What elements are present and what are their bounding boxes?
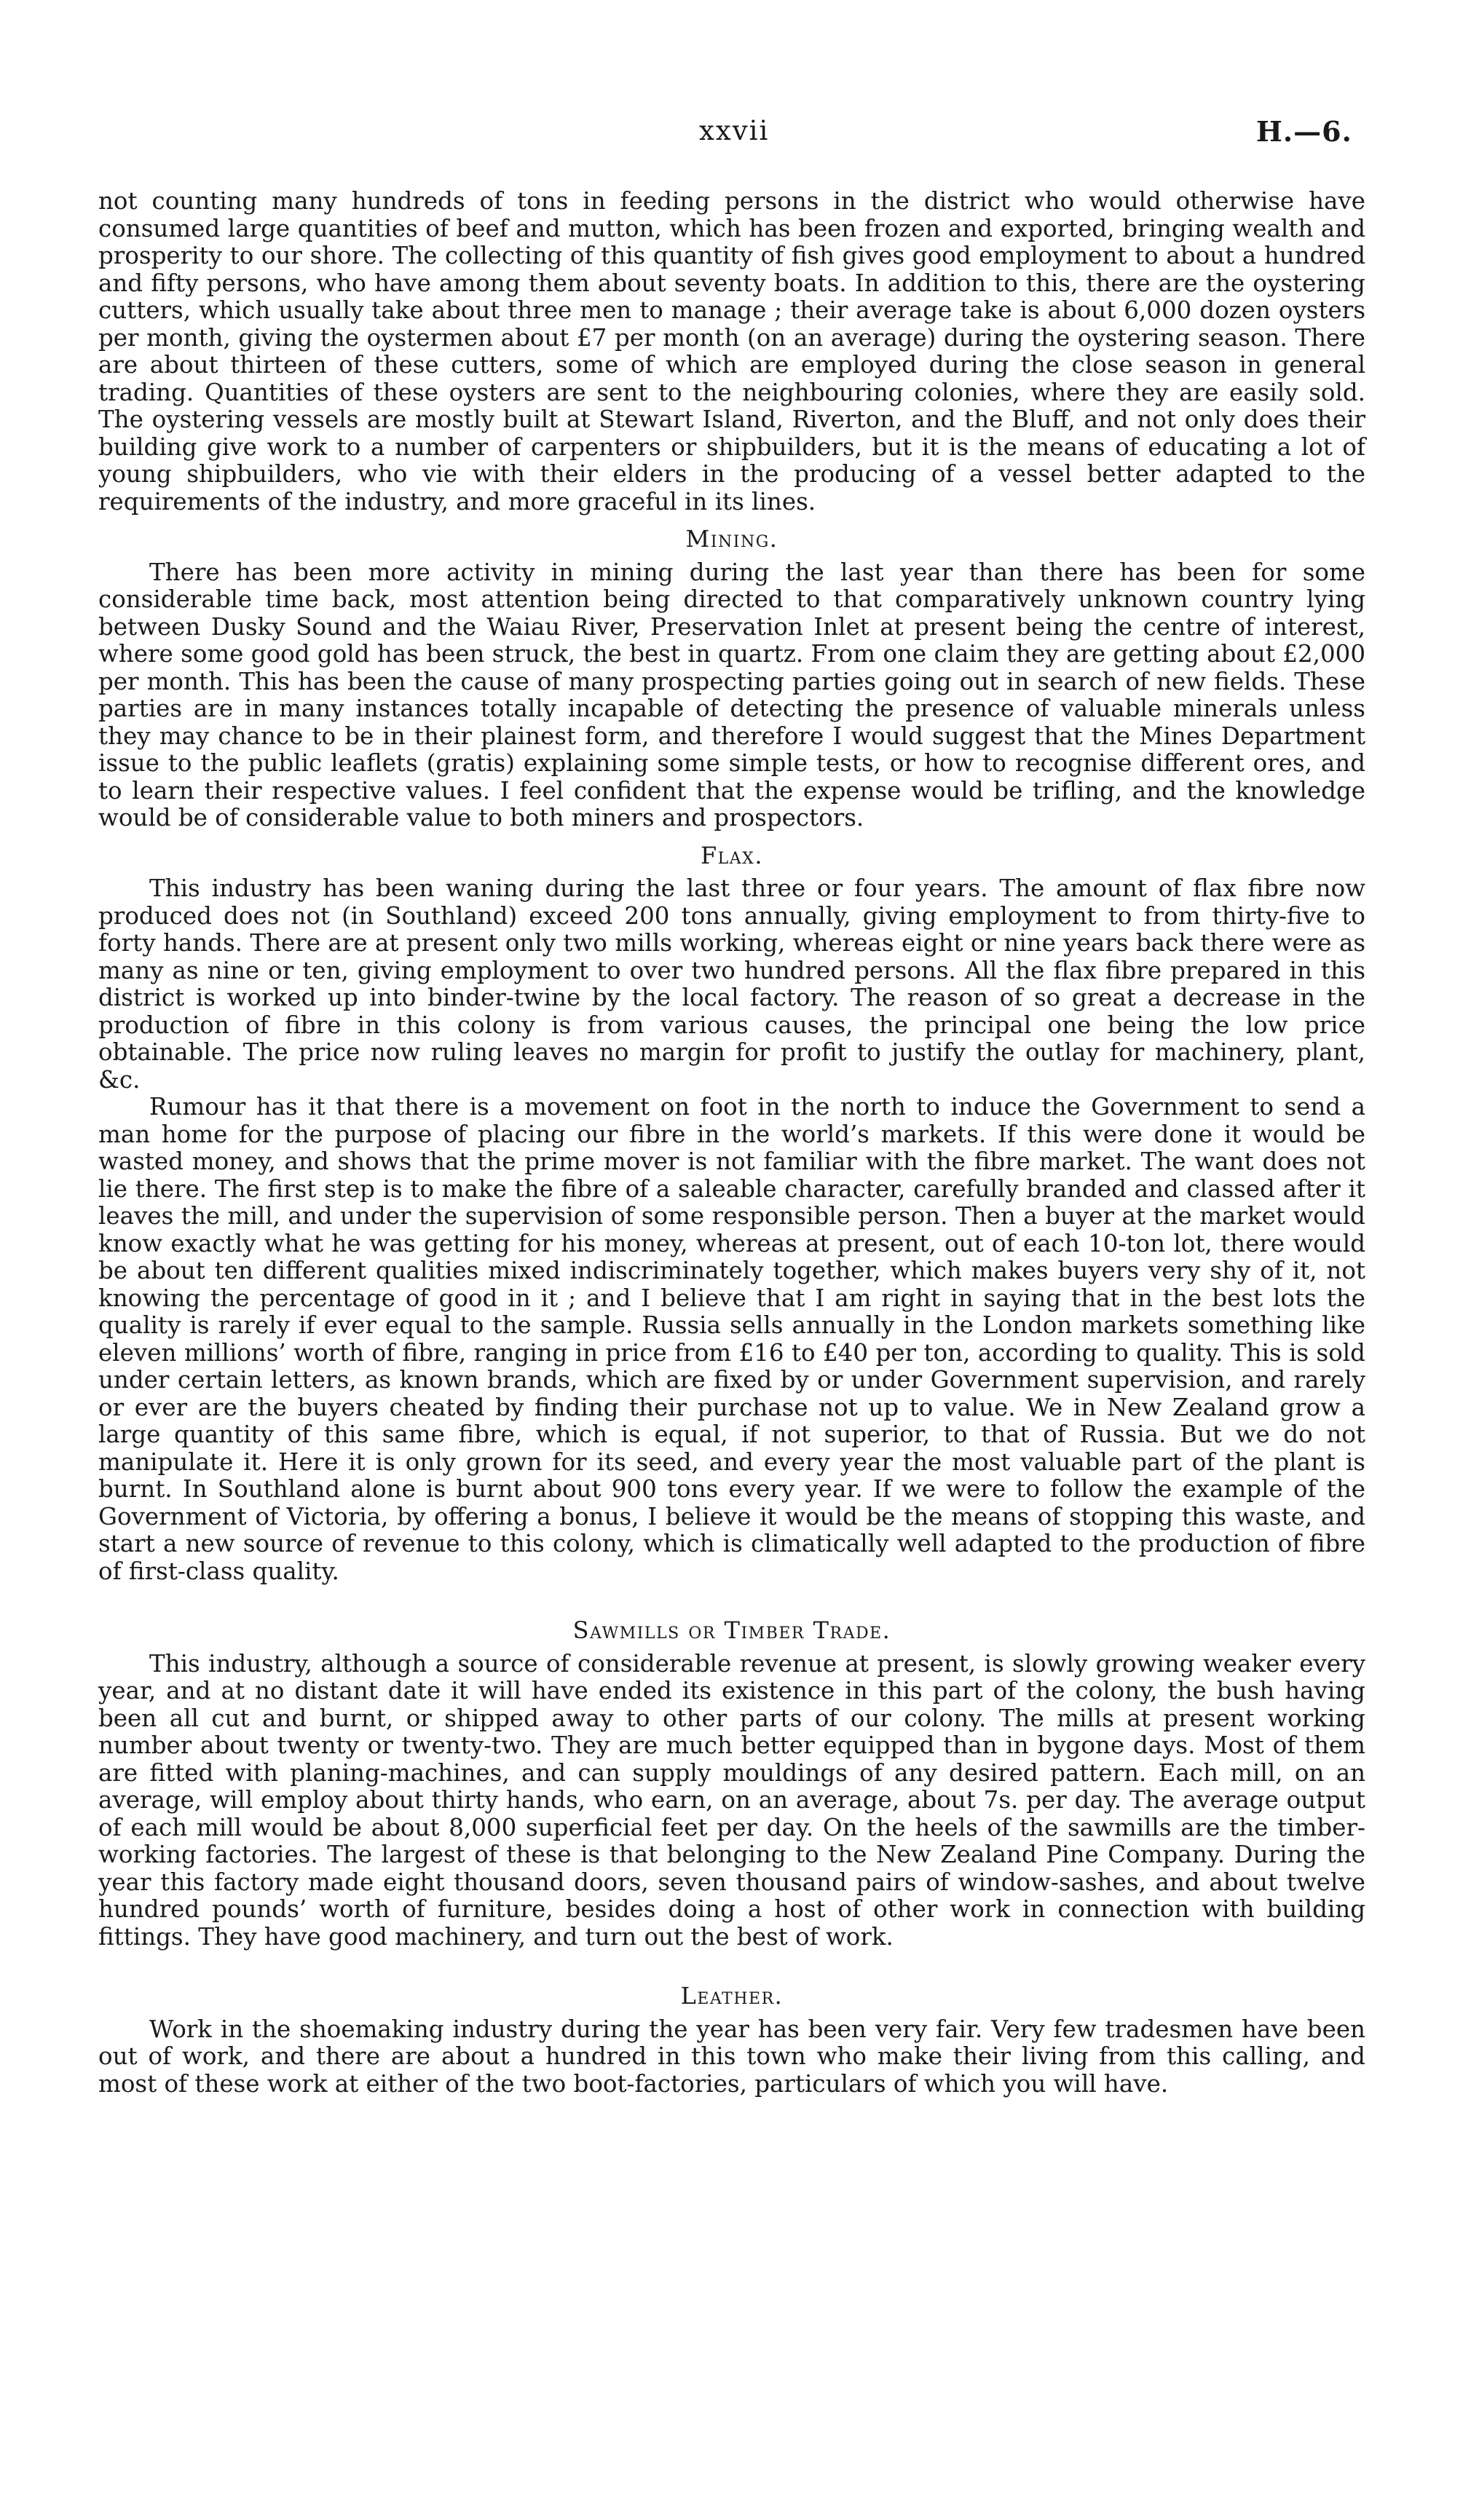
flax-paragraph-1: This industry has been waning during the last three or four years. The amount of flax fibre now produced does not (in Southland) exceed 200 tons annually, giving employment to from thirty-five to forty hands. There are at present only two mills working, whereas eight or nine years back there were as many as nine or ten, giving employment to over two hundred persons. All the flax fibre prepared in this district is worked up into binder-twine by the local factory. The reason of so great a decrease in the production of fibre in this colony is from various causes, the principal one being the low price obtainable. The price now ruling leaves no margin for profit to justify the outlay for machinery, plant, &c. (98, 874, 1365, 1094)
document-reference: H.—6. (1256, 115, 1352, 148)
section-heading-flax: Flax. (700, 841, 764, 869)
section-heading-sawmills: Sawmills or Timber Trade. (572, 1616, 891, 1644)
leather-paragraph: Work in the shoemaking industry during the year has been very fair. Very few tradesmen have been out of work, and there are about a hundred in this town who make their living from this calling, and most of these work at either of the two boot-factories, particulars of which you will have. (98, 2015, 1365, 2098)
flax-paragraph-2: Rumour has it that there is a movement on foot in the north to induce the Government to send a man home for the purpose of placing our fibre in the world’s markets. If this were done it would be wasted money, and shows that the prime mover is not familiar with the fibre market. The want does not lie there. The first step is to make the fibre of a saleable character, carefully branded and classed after it leaves the mill, and under the supervision of some responsible person. Then a buyer at the market would know exactly what he was getting for his money, whereas at present, out of each 10-ton lot, there would be about ten different qualities mixed indiscriminately together, which makes buyers very shy of it, not knowing the percentage of good in it ; and I believe that I am right in saying that in the best lots the quality is rarely if ever equal to the sample. Russia sells annually in the London markets something like eleven millions’ worth of fibre, ranging in price from £16 to £40 per ton, according to quality. This is sold under certain letters, as known brands, which are fixed by or under Government supervision, and rarely or ever are the buyers cheated by finding their purchase not up to value. We in New Zealand grow a large quantity of this same fibre, which is equal, if not superior, to that of Russia. But we do not manipulate it. Here it is only grown for its seed, and every year the most valuable part of the plant is burnt. In Southland alone is burnt about 900 tons every year. If we were to follow the example of the Government of Victoria, by offering a bonus, I believe it would be the means of stopping this waste, and start a new source of revenue to this colony, which is climatically well adapted to the production of fibre of first-class quality. (98, 1093, 1365, 1585)
report-body (98, 188, 1365, 2098)
running-head (0, 115, 1471, 151)
page-number: xxvii (699, 115, 770, 146)
section-heading-leather: Leather. (680, 1982, 784, 2010)
section-heading-mining: Mining. (685, 525, 778, 553)
mining-paragraph: There has been more activity in mining during the last year than there has been for some considerable time back, most attention being directed to that comparatively unknown country lying between Dusky Sound and the Waiau River, Preservation Inlet at present being the centre of interest, where some good gold has been struck, the best in quartz. From one claim they are getting about £2,000 per month. This has been the cause of many prospecting parties going out in search of new fields. These parties are in many instances totally incapable of detecting the presence of valuable minerals unless they may chance to be in their plainest form, and therefore I would suggest that the Mines Department issue to the public leaflets (gratis) explaining some simple tests, or how to recognise different ores, and to learn their respective values. I feel confident that the expense would be trifling, and the knowledge would be of considerable value to both miners and prospectors. (98, 558, 1365, 832)
sawmills-paragraph: This industry, although a source of considerable revenue at present, is slowly growing weaker every year, and at no distant date it will have ended its existence in this part of the colony, the bush having been all cut and burnt, or shipped away to other parts of our colony. The mills at present working number about twenty or twenty-two. They are much better equipped than in bygone days. Most of them are fitted with planing-machines, and can supply mouldings of any desired pattern. Each mill, on an average, will employ about thirty hands, who earn, on an average, about 7s. per day. The average output of each mill would be about 8,000 superficial feet per day. On the heels of the sawmills are the timber-working factories. The largest of these is that belonging to the New Zealand Pine Company. During the year this factory made eight thousand doors, seven thousand pairs of window-sashes, and about twelve hundred pounds’ worth of furniture, besides doing a host of other work in connection with building fittings. They have good machinery, and turn out the best of work. (98, 1649, 1365, 1951)
intro-paragraph: not counting many hundreds of tons in feeding persons in the district who would otherwise have consumed large quantities of beef and mutton, which has been frozen and exported, bringing wealth and prosperity to our shore. The collecting of this quantity of fish gives good employment to about a hundred and fifty persons, who have among them about seventy boats. In addition to this, there are the oystering cutters, which usually take about three men to manage ; their average take is about 6,000 dozen oysters per month, giving the oystermen about £7 per month (on an average) during the oystering season. There are about thirteen of these cutters, some of which are employed during the close season in general trading. Quantities of these oysters are sent to the neighbouring colonies, where they are easily sold. The oystering vessels are mostly built at Stewart Island, Riverton, and the Bluff, and not only does their building give work to a number of carpenters or shipbuilders, but it is the means of educating a lot of young shipbuilders, who vie with their elders in the producing of a vessel better adapted to the requirements of the industry, and more graceful in its lines. (98, 187, 1365, 516)
